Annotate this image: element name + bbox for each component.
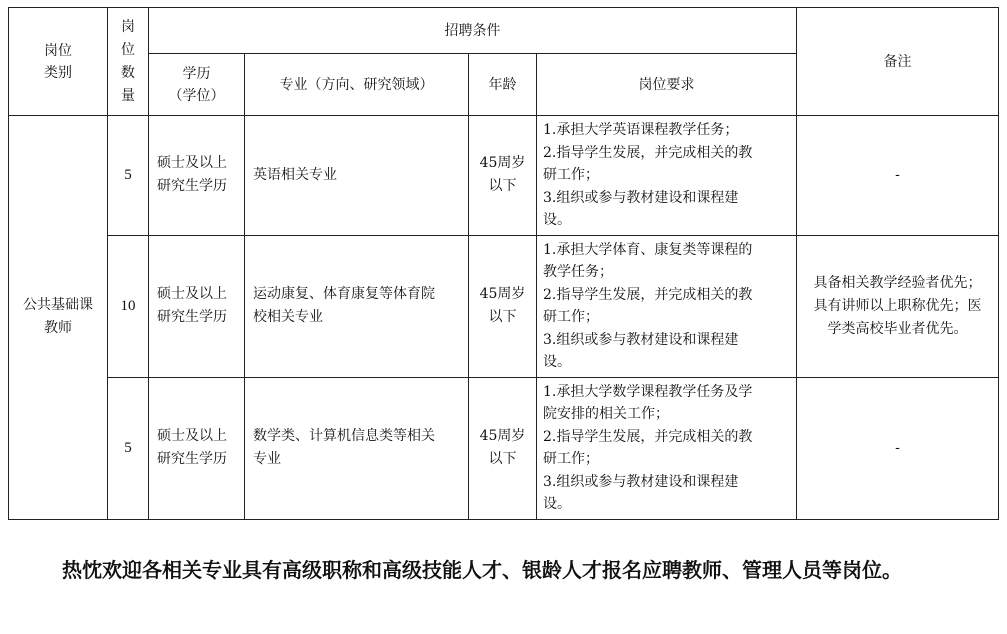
age-cell: 45周岁 以下 <box>469 377 537 519</box>
major-cell: 数学类、计算机信息类等相关 专业 <box>245 377 469 519</box>
table-row <box>9 377 999 519</box>
header-education: 学历 （学位） <box>149 54 245 116</box>
header-remarks: 备注 <box>797 8 999 116</box>
remarks-cell: 具备相关教学经验者优先； 具有讲师以上职称优先；医 学类高校毕业者优先。 <box>797 235 999 377</box>
recruitment-table <box>8 7 999 520</box>
education-cell: 硕士及以上 研究生学历 <box>149 377 245 519</box>
table-row <box>9 235 999 377</box>
count-cell: 5 <box>108 116 149 236</box>
header-category: 岗位 类别 <box>9 8 108 116</box>
footer-notice: 热忱欢迎各相关专业具有高级职称和高级技能人才、银龄人才报名应聘教师、管理人员等岗位。 <box>62 558 902 582</box>
requirements-cell: 1.承担大学体育、康复类等课程的 教学任务； 2.指导学生发展，并完成相关的教 研工作； 3.组织或参与教材建设和课程建 设。 <box>537 235 797 377</box>
count-cell: 5 <box>108 377 149 519</box>
major-cell: 英语相关专业 <box>245 116 469 236</box>
age-cell: 45周岁 以下 <box>469 235 537 377</box>
header-count: 岗 位 数 量 <box>108 8 149 116</box>
education-cell: 硕士及以上 研究生学历 <box>149 235 245 377</box>
remarks-cell: - <box>797 116 999 236</box>
remarks-cell: - <box>797 377 999 519</box>
major-cell: 运动康复、体育康复等体育院 校相关专业 <box>245 235 469 377</box>
education-cell: 硕士及以上 研究生学历 <box>149 116 245 236</box>
requirements-cell: 1.承担大学英语课程教学任务； 2.指导学生发展，并完成相关的教 研工作； 3.组织或参与教材建设和课程建 设。 <box>537 116 797 236</box>
header-major: 专业（方向、研究领域） <box>245 54 469 116</box>
header-conditions: 招聘条件 <box>149 8 797 54</box>
table-row <box>9 116 999 236</box>
category-cell: 公共基础课 教师 <box>9 116 108 520</box>
age-cell: 45周岁 以下 <box>469 116 537 236</box>
requirements-cell: 1.承担大学数学课程教学任务及学 院安排的相关工作； 2.指导学生发展，并完成相关的教 研工作； 3.组织或参与教材建设和课程建 设。 <box>537 377 797 519</box>
count-cell: 10 <box>108 235 149 377</box>
header-age: 年龄 <box>469 54 537 116</box>
header-requirements: 岗位要求 <box>537 54 797 116</box>
